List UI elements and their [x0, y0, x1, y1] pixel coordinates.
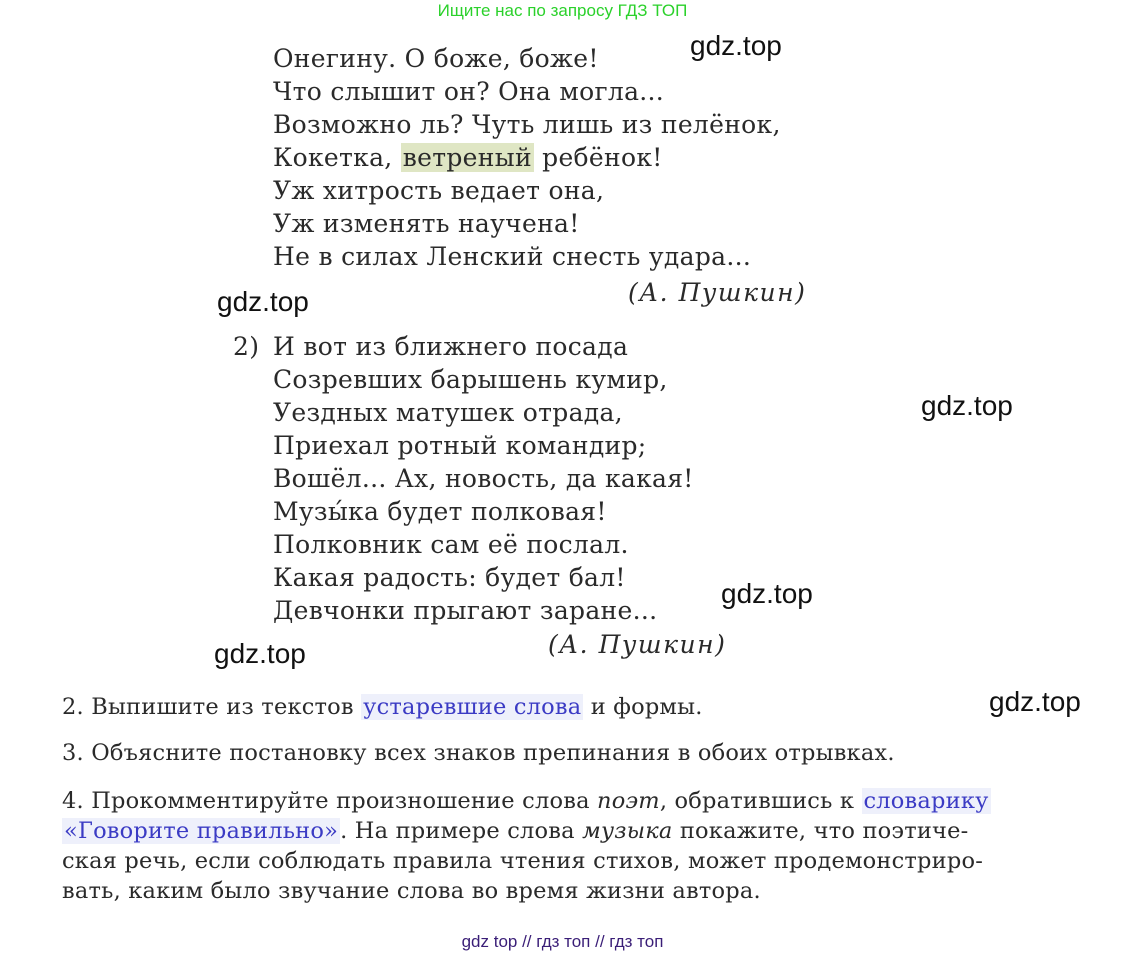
- poem-number: 2): [233, 332, 260, 361]
- watermark: gdz.top: [690, 30, 782, 61]
- task-line: 4. Прокомментируйте произношение слова поэт, обратившись к словарику: [62, 788, 989, 814]
- task-text: и формы.: [590, 694, 703, 720]
- poem-author: (А. Пушкин): [628, 278, 807, 307]
- italic-word: музыка: [582, 818, 673, 844]
- poem-line: Уездных матушек отрада,: [273, 398, 623, 427]
- poem-line: Какая радость: будет бал!: [273, 563, 626, 592]
- poem-line: И вот из ближнего посада: [273, 332, 629, 361]
- poem-line: [273, 141, 781, 174]
- poem-line: Девчонки прыгают заране...: [273, 596, 658, 625]
- poem-text: ребёнок!: [542, 143, 663, 172]
- watermark: gdz.top: [721, 578, 813, 609]
- poem-line: Музы́ка будет полковая!: [273, 497, 607, 526]
- search-banner: Ищите нас по запросу ГДЗ ТОП: [437, 1, 688, 20]
- task-3: 3. Объясните постановку всех знаков препинания в обоих отрывках.: [62, 740, 895, 766]
- dictionary-link[interactable]: «Говорите правильно»: [64, 818, 339, 844]
- poem-line: Что слышит он? Она могла...: [273, 77, 665, 106]
- dictionary-link[interactable]: словарику: [863, 788, 989, 814]
- footer-links: gdz top // гдз топ // гдз топ: [461, 932, 664, 951]
- highlighted-word[interactable]: ветреный: [402, 143, 532, 172]
- poem-line: Полковник сам её послал.: [273, 530, 629, 559]
- poem-line: Не в силах Ленский снесть удара...: [273, 242, 752, 271]
- watermark: gdz.top: [921, 390, 1013, 421]
- poem-line: Возможно ль? Чуть лишь из пелёнок,: [273, 110, 781, 139]
- poem-line: Созревших барышень кумир,: [273, 365, 668, 394]
- poem-line: Вошёл... Ах, новость, да какая!: [273, 464, 694, 493]
- poem-line: Уж хитрость ведает она,: [273, 176, 605, 205]
- task-2: [62, 692, 703, 722]
- task-line: вать, каким было звучание слова во время жизни автора.: [62, 878, 761, 904]
- poem-2: [273, 330, 694, 627]
- task-text: 2. Выпишите из текстов: [62, 694, 354, 720]
- task-4: [62, 786, 991, 906]
- poem-line: Уж изменять научена!: [273, 209, 580, 238]
- watermark: gdz.top: [989, 686, 1081, 717]
- poem-text: Кокетка,: [273, 143, 393, 172]
- poem-line: Приехал ротный командир;: [273, 431, 647, 460]
- italic-word: поэт: [597, 788, 660, 814]
- task-line: «Говорите правильно». На примере слова музыка покажите, что поэтиче-: [64, 818, 969, 844]
- poem-line: Онегину. О боже, боже!: [273, 44, 599, 73]
- obsolete-words-link[interactable]: устаревшие слова: [363, 694, 582, 720]
- poem-1: [273, 42, 781, 273]
- watermark: gdz.top: [217, 286, 309, 317]
- poem-author: (А. Пушкин): [548, 630, 727, 659]
- watermark: gdz.top: [214, 638, 306, 669]
- task-line: ская речь, если соблюдать правила чтения стихов, может продемонстриро-: [62, 848, 984, 874]
